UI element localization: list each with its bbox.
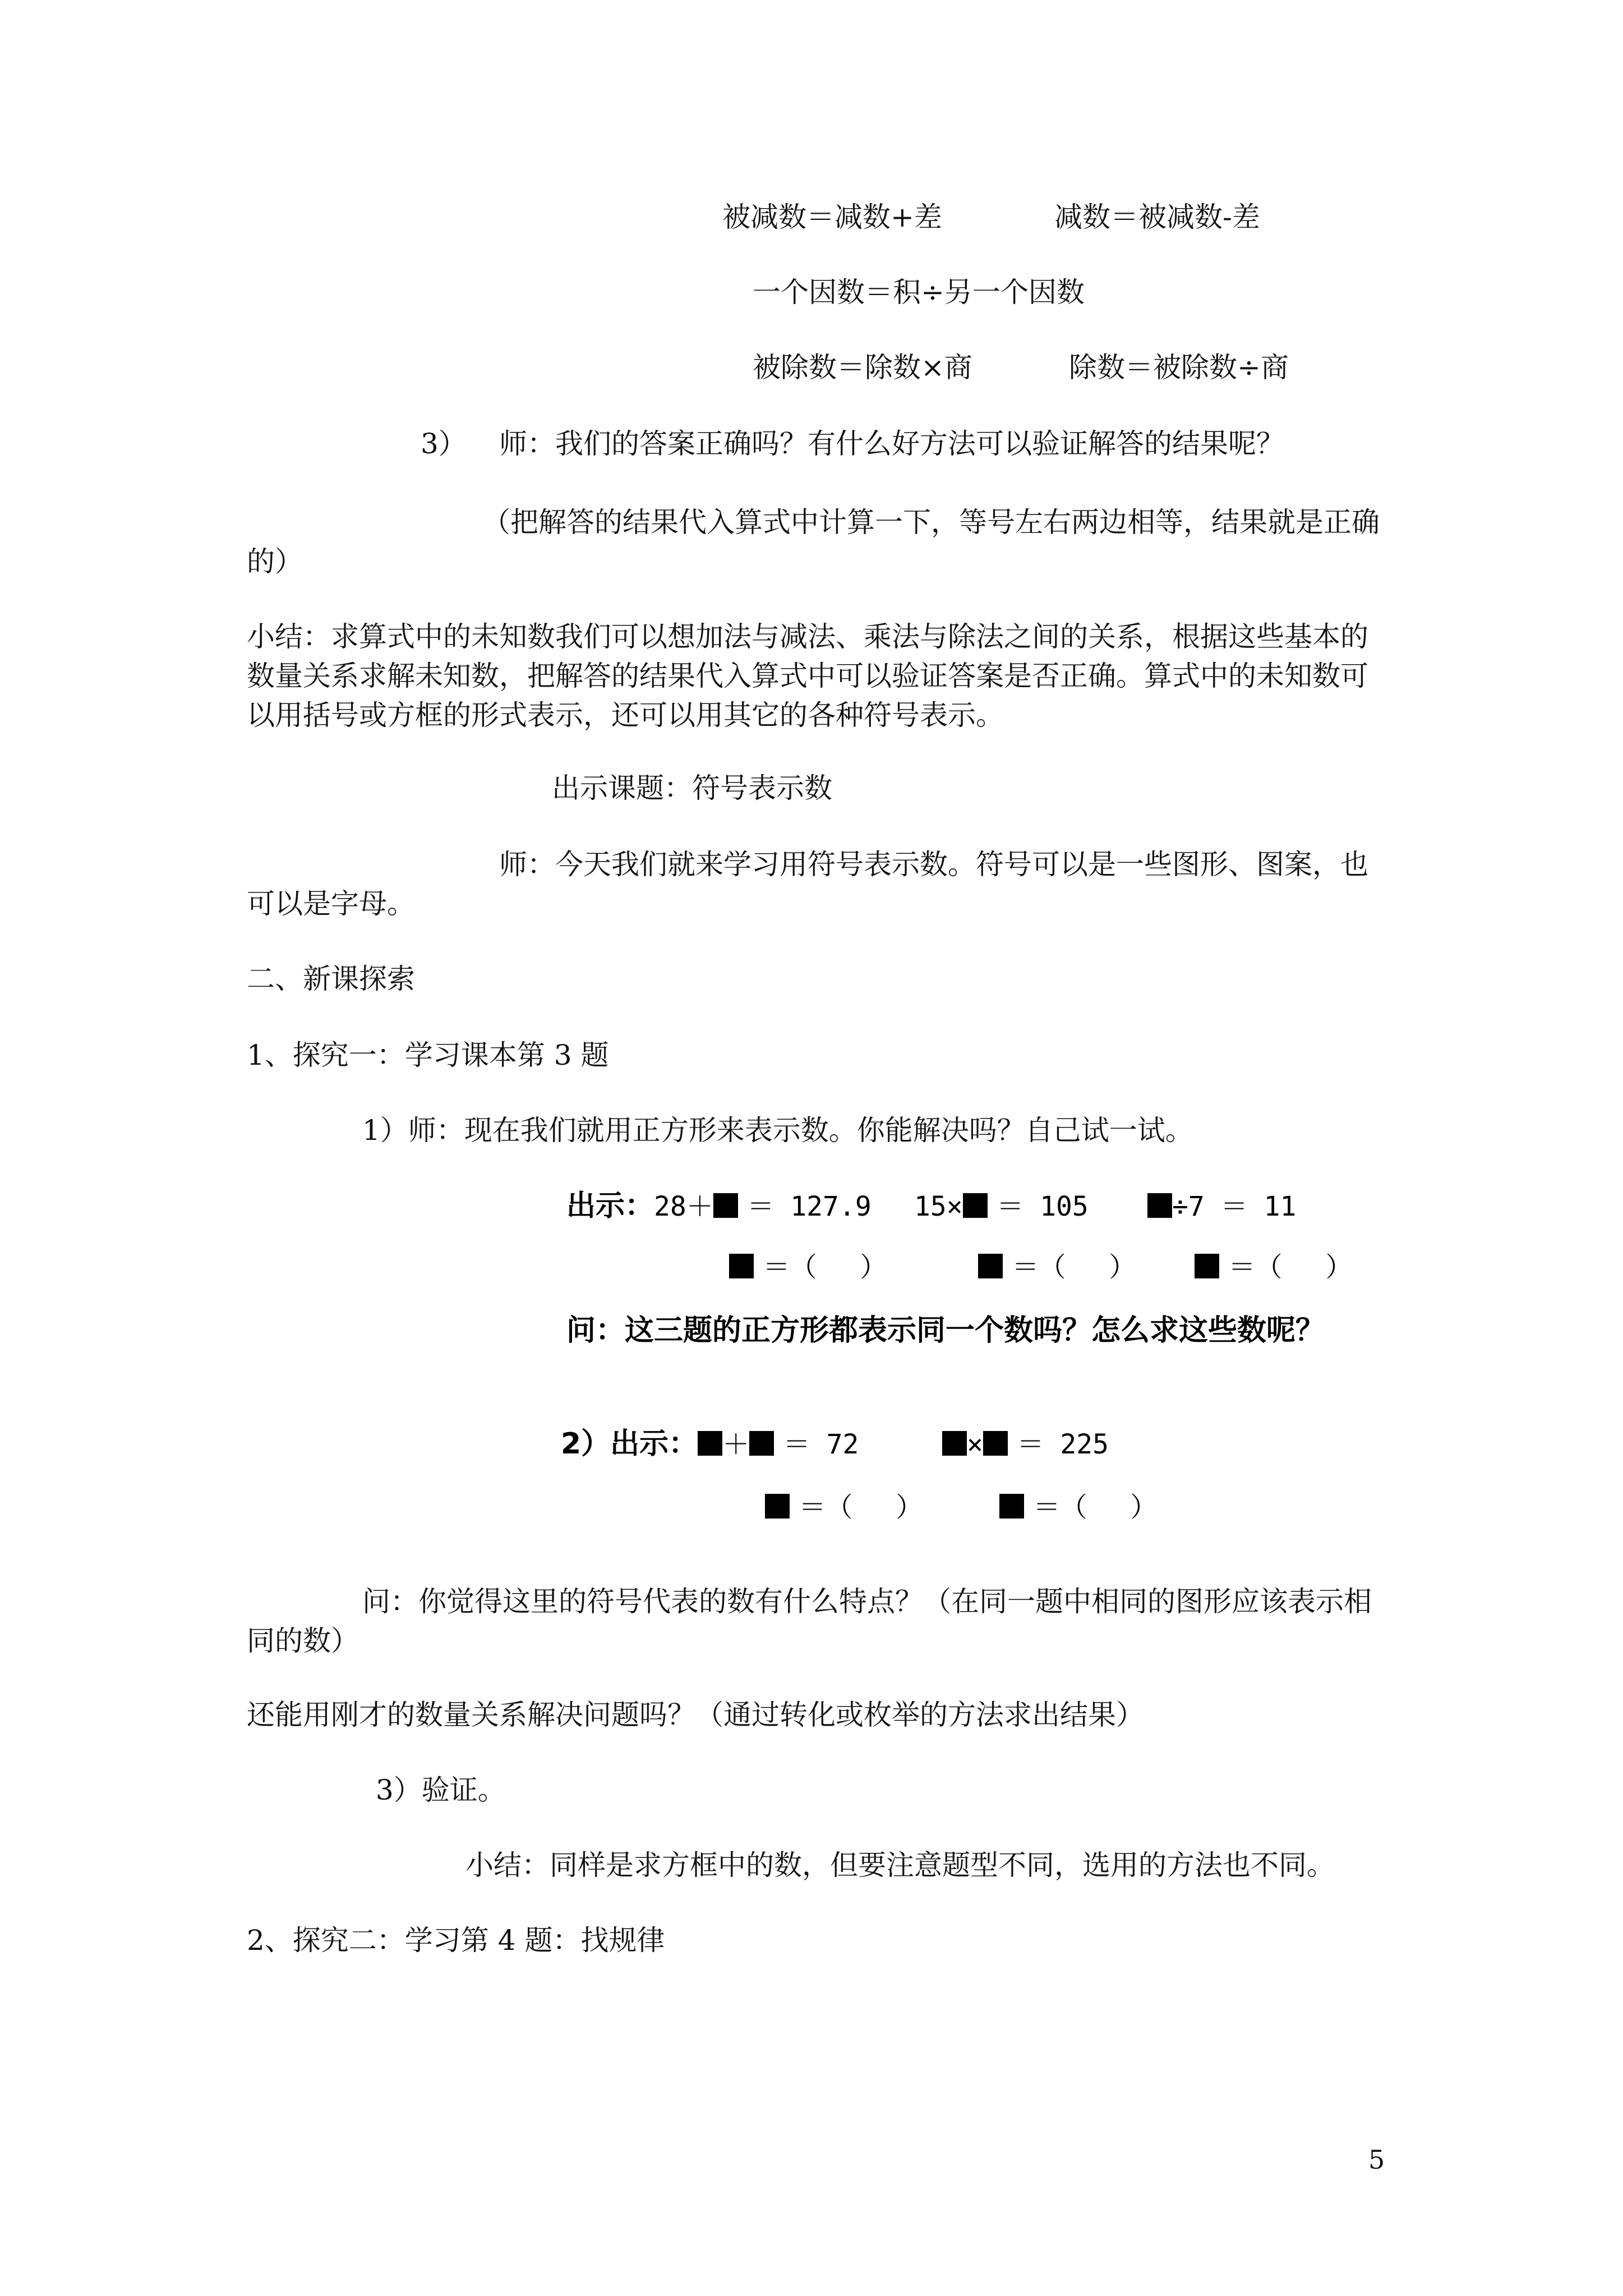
figure1-eq2-prefix: 15× xyxy=(914,1191,963,1222)
section-heading-new-lesson: 二、新课探索 xyxy=(247,963,415,995)
black-square-icon xyxy=(978,1254,1003,1278)
black-square-icon xyxy=(983,1431,1008,1456)
lesson-topic: 出示课题：符号表示数 xyxy=(552,772,832,804)
verify-step: 3）验证。 xyxy=(376,1774,506,1806)
explore1-title: 1、探究一：学习课本第 3 题 xyxy=(247,1039,609,1071)
step3-question: 师：我们的答案正确吗？有什么好方法可以验证解答的结果呢？ xyxy=(499,427,1284,460)
black-square-icon xyxy=(749,1431,774,1456)
figure2-times: × xyxy=(967,1429,983,1460)
step3-answer-line2: 的） xyxy=(247,545,303,578)
black-square-icon xyxy=(1147,1193,1172,1218)
formula-dividend: 被除数＝除数×商 xyxy=(753,351,972,384)
figure1-eq1-prefix: 28＋ xyxy=(654,1191,713,1222)
teacher-intro-line1: 师：今天我们就来学习用符号表示数。符号可以是一些图形、图案，也 xyxy=(499,848,1368,881)
figure2-blank2-text: ＝（ ） xyxy=(1033,1492,1158,1523)
figure2-eq2-result: ＝ 225 xyxy=(1017,1429,1109,1460)
black-square-icon xyxy=(765,1494,790,1519)
figure2-blank1 xyxy=(765,1489,923,1525)
figure1-label: 出示： xyxy=(566,1189,654,1223)
figure1-blank1 xyxy=(729,1249,887,1285)
black-square-icon xyxy=(942,1431,967,1456)
figure2-eq2 xyxy=(942,1426,1109,1462)
figure1-eq3 xyxy=(1147,1188,1296,1225)
question2-line1: 问：你觉得这里的符号代表的数有什么特点？（在同一题中相同的图形应该表示相 xyxy=(362,1585,1372,1618)
explore2-title: 2、探究二：学习第 4 题：找规律 xyxy=(247,1924,665,1957)
formula-subtraction-subtrahend: 减数＝被减数-差 xyxy=(1054,201,1260,233)
summary1-line1: 小结：求算式中的未知数我们可以想加法与减法、乘法与除法之间的关系，根据这些基本的 xyxy=(247,620,1368,653)
summary2: 小结：同样是求方框中的数，但要注意题型不同，选用的方法也不同。 xyxy=(465,1849,1335,1881)
formula-subtraction-minuend: 被减数＝减数+差 xyxy=(722,201,942,233)
figure2-blank2 xyxy=(999,1489,1157,1525)
figure1-eq2 xyxy=(914,1188,1089,1225)
formula-factor: 一个因数＝积÷另一个因数 xyxy=(753,276,1085,309)
black-square-icon xyxy=(713,1193,738,1218)
formula-divisor: 除数＝被除数÷商 xyxy=(1069,351,1289,384)
page-number: 5 xyxy=(1368,2145,1385,2175)
step3-answer-line1: （把解答的结果代入算式中计算一下，等号左右两边相等，结果就是正确 xyxy=(482,506,1380,539)
summary1-line2: 数量关系求解未知数，把解答的结果代入算式中可以验证答案是否正确。算式中的未知数可 xyxy=(247,660,1368,692)
figure2-blank1-text: ＝（ ） xyxy=(799,1492,923,1523)
figure1-eq2-result: ＝ 105 xyxy=(997,1191,1089,1222)
black-square-icon xyxy=(1195,1254,1219,1278)
figure1-eq1-result: ＝ 127.9 xyxy=(747,1191,872,1222)
figure1-blank1-text: ＝（ ） xyxy=(763,1251,887,1283)
question3: 还能用刚才的数量关系解决问题吗？（通过转化或枚举的方法求出结果） xyxy=(247,1699,1144,1731)
figure1-question: 问：这三题的正方形都表示同一个数吗？怎么求这些数呢？ xyxy=(566,1314,1325,1347)
figure1-blank3 xyxy=(1195,1249,1352,1285)
summary1-line3: 以用括号或方框的形式表示，还可以用其它的各种符号表示。 xyxy=(247,699,1004,731)
figure1-eq3-result: ÷7 ＝ 11 xyxy=(1172,1191,1297,1222)
figure2-eq1-result: ＝ 72 xyxy=(783,1429,859,1460)
figure2-eq1 xyxy=(561,1426,859,1462)
teacher-intro-line2: 可以是字母。 xyxy=(247,887,415,920)
figure2-label: 2）出示： xyxy=(561,1427,698,1461)
black-square-icon xyxy=(999,1494,1024,1519)
black-square-icon xyxy=(963,1193,988,1218)
figure2-plus: ＋ xyxy=(722,1429,750,1460)
figure1-equations-row xyxy=(566,1188,872,1225)
figure1-blank3-text: ＝（ ） xyxy=(1228,1251,1353,1283)
explore1-step1: 1）师：现在我们就用正方形来表示数。你能解决吗？自己试一试。 xyxy=(362,1114,1193,1147)
figure1-blank2 xyxy=(978,1249,1136,1285)
question2-line2: 同的数） xyxy=(247,1625,359,1657)
black-square-icon xyxy=(729,1254,754,1278)
step3-number: 3） xyxy=(421,427,467,460)
black-square-icon xyxy=(698,1431,722,1456)
figure1-blank2-text: ＝（ ） xyxy=(1012,1251,1136,1283)
